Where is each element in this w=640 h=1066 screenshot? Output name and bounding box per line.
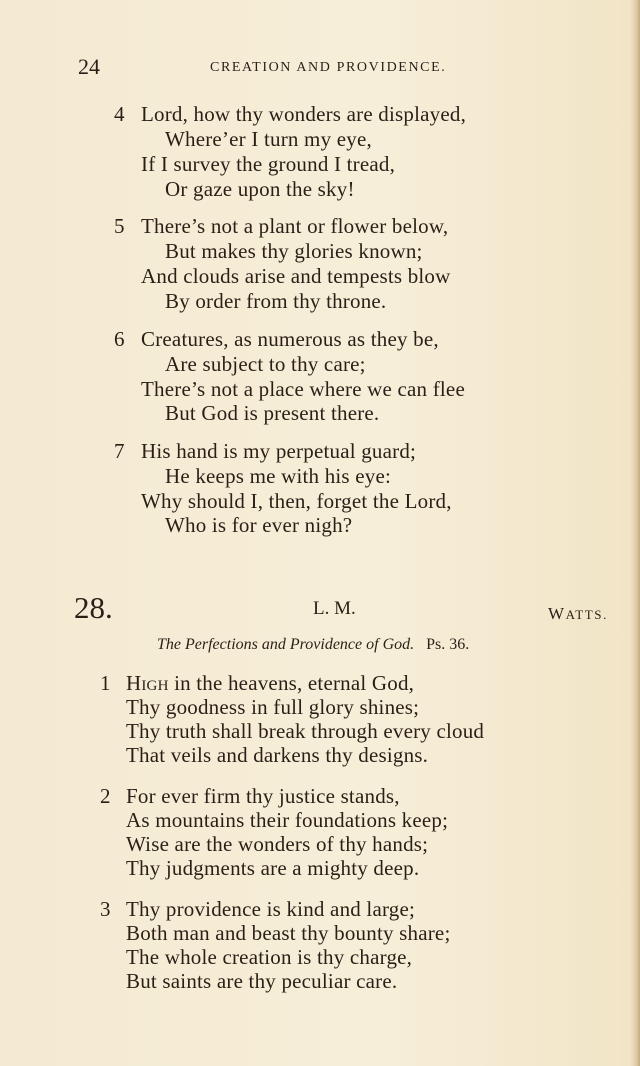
verse-line: For ever firm thy justice stands, [126, 784, 400, 808]
verse-line: Where’er I turn my eye, [165, 127, 372, 151]
verse-line: There’s not a place where we can flee [141, 377, 465, 401]
hymn-meter: L. M. [313, 598, 356, 619]
hymn-title: The Perfections and Providence of God. [157, 636, 415, 653]
verse-number: 6 [114, 327, 125, 351]
verse-line: That veils and darkens thy designs. [126, 743, 429, 767]
psalm-reference: Ps. 36. [426, 636, 470, 653]
verse-number: 7 [114, 439, 125, 463]
page-edge-shading [630, 0, 640, 1066]
verse-line: His hand is my perpetual guard; [141, 439, 417, 463]
verse-line: Wise are the wonders of thy hands; [126, 832, 429, 856]
verse-number: 2 [100, 784, 111, 808]
verse-line: Thy judgments are a mighty deep. [126, 856, 420, 880]
verse-line: Thy goodness in full glory shines; [126, 695, 420, 719]
verse-line: Both man and beast thy bounty share; [126, 921, 451, 945]
verse-line-rest: in the heavens, eternal God, [168, 671, 415, 695]
running-head: CREATION AND PROVIDENCE. [210, 60, 447, 75]
page-number: 24 [78, 54, 100, 79]
verse-line: Creatures, as numerous as they be, [141, 327, 439, 351]
hymn-author: WATTS. [548, 604, 608, 623]
verse-line: If I survey the ground I tread, [141, 152, 396, 176]
verse-number: 5 [114, 214, 125, 238]
first-word: High [126, 671, 169, 695]
verse-line: Why should I, then, forget the Lord, [141, 489, 452, 513]
verse-line: But saints are thy peculiar care. [126, 969, 398, 993]
verse-line: Are subject to thy care; [165, 352, 366, 376]
verse-line: He keeps me with his eye: [165, 464, 392, 488]
verse-line: Who is for ever nigh? [165, 513, 353, 537]
verse-line: Or gaze upon the sky! [165, 177, 355, 201]
verse-line: The whole creation is thy charge, [126, 945, 413, 969]
verse-number: 1 [100, 671, 111, 695]
hymn-subtitle [157, 636, 469, 654]
verse-number: 3 [100, 897, 111, 921]
verse-line: Thy providence is kind and large; [126, 897, 416, 921]
verse-line: By order from thy throne. [165, 289, 387, 313]
verse-line: Lord, how thy wonders are displayed, [141, 102, 467, 126]
verse-line: But God is present there. [165, 401, 380, 425]
verse-line: And clouds arise and tempests blow [141, 264, 451, 288]
verse-line [126, 671, 414, 696]
verse-line: As mountains their foundations keep; [126, 808, 449, 832]
verse-number: 4 [114, 102, 125, 126]
verse-line: But makes thy glories known; [165, 239, 423, 263]
hymn-number: 28. [74, 590, 113, 625]
verse-line: There’s not a plant or flower below, [141, 214, 449, 238]
verse-line: Thy truth shall break through every cloud [126, 719, 485, 743]
